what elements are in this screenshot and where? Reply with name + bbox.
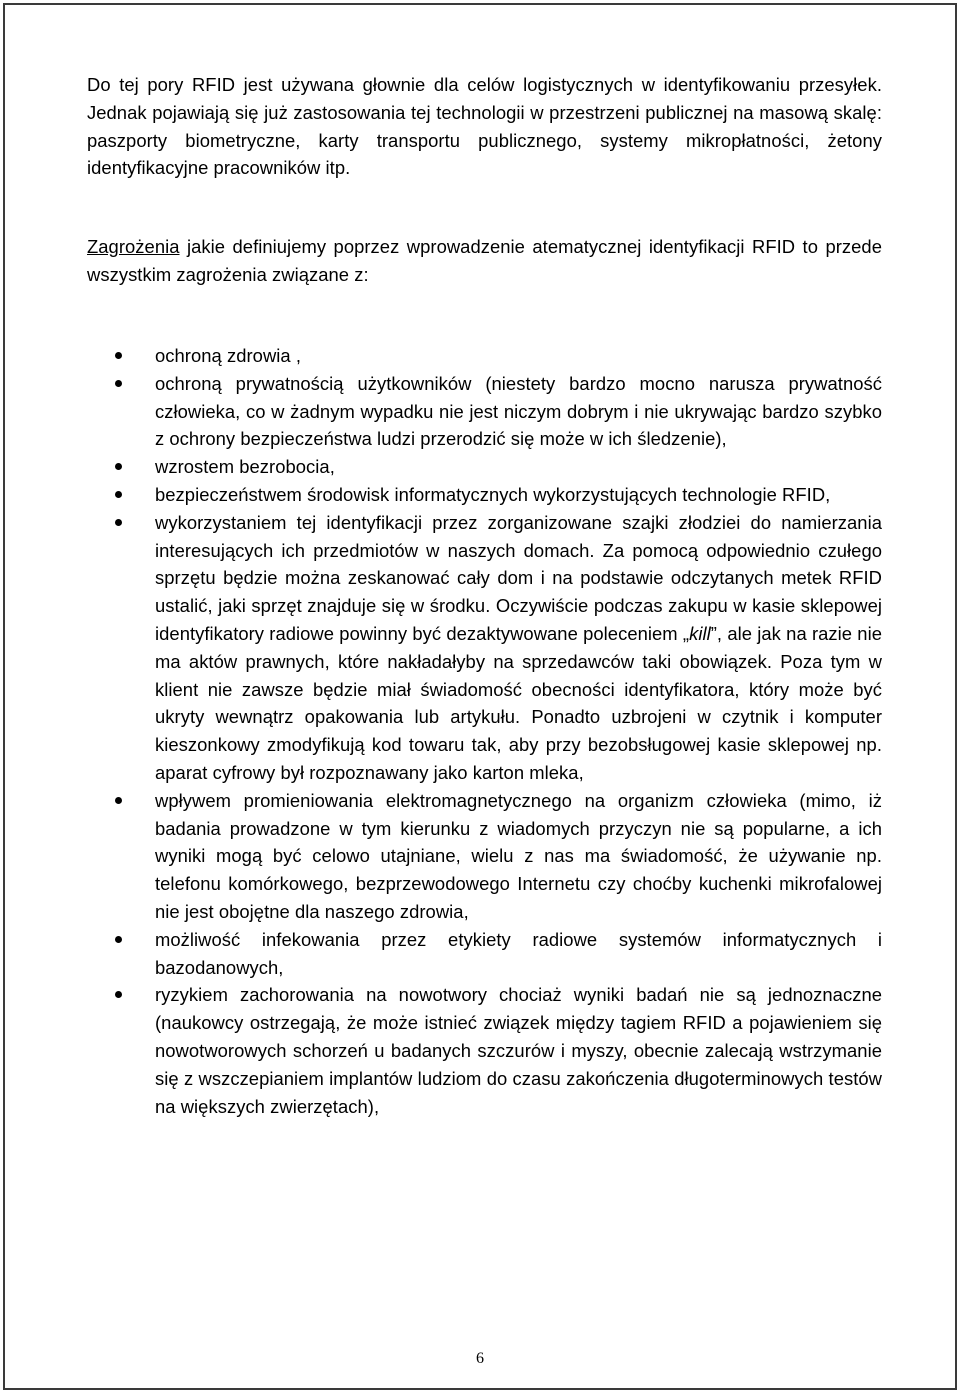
list-item [87, 509, 882, 787]
list-item [87, 926, 882, 982]
list-item-text: ochroną prywatnością użytkowników (niestety bardzo mocno narusza prywatność człowieka, co w żadnym wypadku nie jest niczym dobrym i nie ukrywając bardzo szybko z ochrony bezpieczeństwa ludzi przerodzić się może w ich śledzenie), [155, 372, 882, 450]
list-item [87, 481, 882, 509]
bullet-icon [115, 491, 122, 498]
page-number: 6 [476, 1350, 484, 1367]
threats-intro-paragraph [87, 233, 882, 289]
threats-bullet-list [87, 342, 882, 1120]
list-item [87, 787, 882, 926]
list-item-text: możliwość infekowania przez etykiety radiowe systemów informatycznych i bazodanowych, [155, 928, 882, 978]
bullet-icon [115, 519, 122, 526]
intro-paragraph-text: Do tej pory RFID jest używana głownie dla celów logistycznych w identyfikowaniu przesyłek. Jednak pojawiają się już zastosowania tej technologii w przestrzeni publicznej na masową skalę: paszporty biometryczne, karty transportu publicznego, systemy mikropłatności, żetony identyfikacyjne pracowników itp. [87, 74, 882, 179]
bullet-icon [115, 991, 122, 998]
list-item [87, 453, 882, 481]
bullet-icon [115, 352, 122, 359]
kill-command-text: kill [689, 622, 711, 644]
list-item-text: ochroną zdrowia , [155, 345, 302, 366]
list-item-text-part: ”, ale jak na razie nie ma aktów prawnych, które nakładałyby na sprzedawców taki obowiązek. Poza tym w klient nie zawsze będzie miał świadomość obecności identyfikatora, który może być ukryty wewnątrz opakowania lub artykułu. Ponadto uzbrojeni w czytnik i komputer kieszonkowy zmodyfikują kod towaru tak, aby przy bezobsługowej kasie sklepowej np. aparat cyfrowy był rozpoznawany jako karton mleka, [155, 622, 883, 783]
list-item [87, 342, 882, 370]
bullet-icon [115, 463, 122, 470]
list-item-text-part: wykorzystaniem tej identyfikacji przez zorganizowane szajki złodziei do namierzania interesujących ich przedmiotów w naszych domach. Za pomocą odpowiednio czułego sprzętu będzie można zeskanować cały dom i na podstawie odczytanych metek RFID ustalić, jaki sprzęt znajduje się w środku. Oczywiście podczas zakupu w kasie sklepowej identyfikatory radiowe powinny być dezaktywowane poleceniem „ [155, 511, 882, 644]
intro-paragraph [87, 71, 882, 182]
list-item-text [155, 509, 882, 787]
list-item-text: wpływem promieniowania elektromagnetycznego na organizm człowieka (mimo, iż badania prowadzone w tym kierunku z wiadomych przyczyn nie są popularne, a ich wyniki mogą być celowo utajniane, wielu z nas ma świadomość, że używanie np. telefonu komórkowego, bezprzewodowego Internetu czy choćby kuchenki mikrofalowej nie jest obojętne dla naszego zdrowia, [155, 789, 882, 922]
threats-intro-text: jakie definiujemy poprzez wprowadzenie atematycznej identyfikacji RFID to przede wszystkim zagrożenia związane z: [87, 236, 882, 285]
list-item-text: ryzykiem zachorowania na nowotwory chociaż wyniki badań nie są jednoznaczne (naukowcy ostrzegają, że może istnieć związek między tagiem RFID a pojawieniem się nowotworowych schorzeń u badanych szczurów i myszy, obecnie zalecają wstrzymanie się z wszczepianiem implantów ludziom do czasu zakończenia długoterminowych testów na większych zwierzętach), [155, 984, 882, 1117]
bullet-icon [115, 797, 122, 804]
list-item-text: wzrostem bezrobocia, [155, 456, 335, 478]
document-page [3, 3, 957, 1390]
bullet-icon [115, 936, 122, 943]
threats-underlined-word: Zagrożenia [87, 236, 180, 257]
bullet-icon [115, 380, 122, 387]
list-item-text: bezpieczeństwem środowisk informatycznych wykorzystujących technologie RFID, [155, 483, 831, 505]
list-item [87, 370, 882, 453]
list-item [87, 981, 882, 1120]
